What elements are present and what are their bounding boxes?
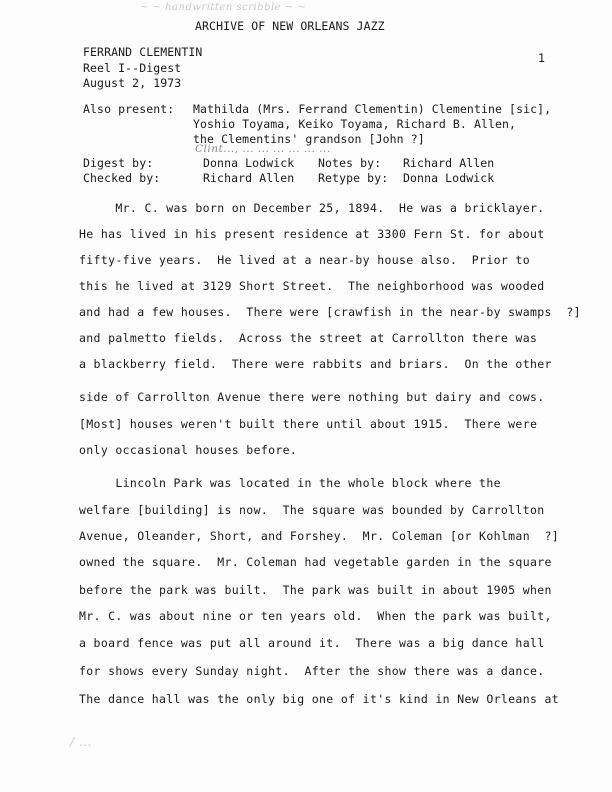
page-number: 1: [538, 51, 546, 65]
body-line: a blackberry field. There were rabbits and briars. On the other: [79, 357, 552, 371]
interviewee-name: FERRAND CLEMENTIN: [83, 45, 203, 59]
body-line: only occasional houses before.: [79, 443, 298, 457]
body-line: He has lived in his present residence at 3300 Fern St. for about: [79, 227, 545, 241]
checked-by-label: Checked by:: [83, 171, 161, 185]
digest-by-value: Donna Lodwick: [203, 156, 295, 170]
retype-by-label: Retype by:: [318, 171, 389, 185]
body-line: welfare [building] is now. The square was bounded by Carrollton: [79, 503, 545, 517]
body-line: Avenue, Oleander, Short, and Forshey. Mr. Coleman [or Kohlman ?]: [79, 529, 560, 543]
footer-handwritten-scribble: / ...: [70, 735, 92, 749]
body-line: owned the square. Mr. Coleman had vegetable garden in the square: [79, 555, 552, 569]
body-line: a board fence was put all around it. There was a big dance hall: [79, 636, 545, 650]
body-line: Mr. C. was about nine or ten years old. When the park was built,: [79, 609, 552, 623]
body-line: Lincoln Park was located in the whole block where the: [79, 476, 501, 490]
body-line: for shows every Sunday night. After the show there was a dance.: [79, 664, 545, 678]
body-line: The dance hall was the only big one of it's kind in New Orleans at: [79, 692, 560, 706]
body-line: side of Carrollton Avenue there were nothing but dairy and cows.: [79, 390, 545, 404]
also-present-line-3: the Clementins' grandson [John ?]: [193, 132, 425, 146]
body-line: before the park was built. The park was built in about 1905 when: [79, 583, 552, 597]
retype-by-value: Donna Lodwick: [403, 171, 495, 185]
body-line: this he lived at 3129 Short Street. The neighborhood was wooded: [79, 279, 545, 293]
archive-title: ARCHIVE OF NEW ORLEANS JAZZ: [195, 19, 385, 33]
body-line: [Most] houses weren't built there until about 1915. There were: [79, 417, 538, 431]
handwritten-annotation: Clint..., ... ... ... ... ... ...: [195, 143, 331, 155]
also-present-line-1: Mathilda (Mrs. Ferrand Clementin) Clementine [sic],: [193, 102, 552, 116]
body-line: fifty-five years. He lived at a near-by house also. Prior to: [79, 253, 530, 267]
also-present-label: Also present:: [83, 102, 175, 116]
body-line: Mr. C. was born on December 25, 1894. He was a bricklayer.: [79, 201, 545, 215]
checked-by-value: Richard Allen: [203, 171, 295, 185]
reel-label: Reel I--Digest: [83, 61, 182, 75]
body-line: and palmetto fields. Across the street at Carrollton there was: [79, 331, 538, 345]
notes-by-label: Notes by:: [318, 156, 382, 170]
interview-date: August 2, 1973: [83, 76, 182, 90]
body-line: and had a few houses. There were [crawfish in the near-by swamps ?]: [79, 305, 581, 319]
also-present-line-2: Yoshio Toyama, Keiko Toyama, Richard B. Allen,: [193, 117, 517, 131]
notes-by-value: Richard Allen: [403, 156, 495, 170]
digest-by-label: Digest by:: [83, 156, 154, 170]
top-handwritten-scribble: ~ ~ handwritten scribble ~ ~: [140, 2, 307, 13]
